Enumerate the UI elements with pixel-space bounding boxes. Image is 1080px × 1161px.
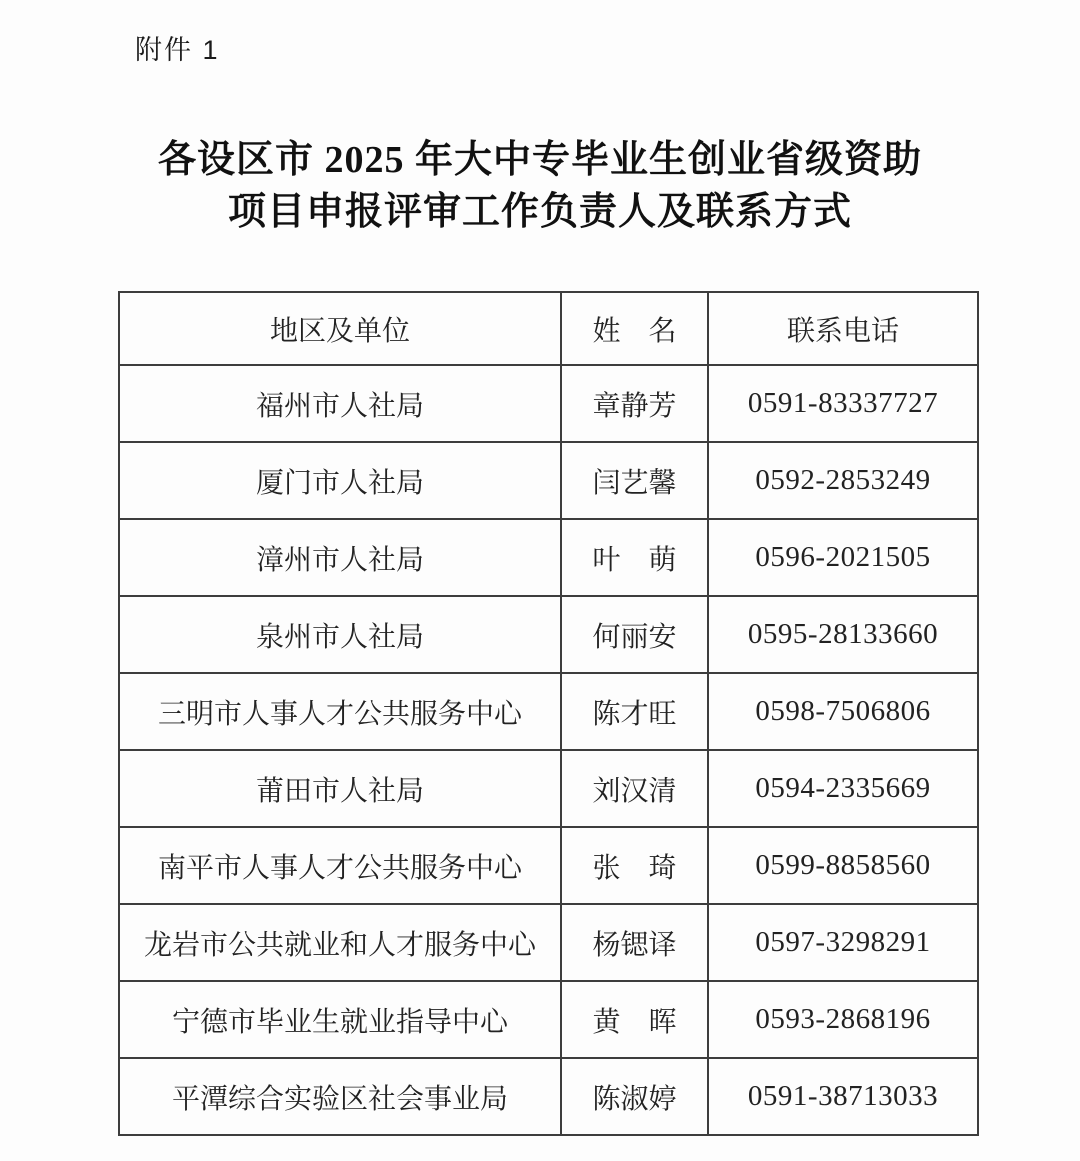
name-cell: 何丽安 [561,596,708,673]
name-cell: 陈才旺 [561,673,708,750]
table-row [119,519,978,596]
document-title-line2: 项目申报评审工作负责人及联系方式 [227,191,852,233]
name-cell: 章静芳 [561,365,708,442]
table-row [119,596,978,673]
phone-cell: 0593-2868196 [708,981,978,1058]
table-row [119,673,978,750]
header-phone: 联系电话 [708,292,978,365]
name-cell: 叶 萌 [561,519,708,596]
unit-cell: 厦门市人社局 [119,442,561,519]
document-title [0,134,1080,238]
table-row [119,981,978,1058]
contact-table [118,291,979,1136]
table-header-row [119,292,978,365]
table-row [119,904,978,981]
unit-cell: 南平市人事人才公共服务中心 [119,827,561,904]
phone-cell: 0597-3298291 [708,904,978,981]
unit-cell: 泉州市人社局 [119,596,561,673]
phone-cell: 0596-2021505 [708,519,978,596]
phone-cell: 0591-38713033 [708,1058,978,1135]
name-cell: 陈淑婷 [561,1058,708,1135]
name-cell: 张 琦 [561,827,708,904]
unit-cell: 平潭综合实验区社会事业局 [119,1058,561,1135]
header-unit: 地区及单位 [119,292,561,365]
unit-cell: 宁德市毕业生就业指导中心 [119,981,561,1058]
table-row [119,365,978,442]
name-cell: 刘汉清 [561,750,708,827]
unit-cell: 莆田市人社局 [119,750,561,827]
name-cell: 黄 晖 [561,981,708,1058]
unit-cell: 龙岩市公共就业和人才服务中心 [119,904,561,981]
phone-cell: 0591-83337727 [708,365,978,442]
phone-cell: 0599-8858560 [708,827,978,904]
unit-cell: 三明市人事人才公共服务中心 [119,673,561,750]
document-title-line1: 各设区市 2025 年大中专毕业生创业省级资助 [157,139,922,181]
table-row [119,442,978,519]
table-row [119,827,978,904]
phone-cell: 0592-2853249 [708,442,978,519]
unit-cell: 福州市人社局 [119,365,561,442]
name-cell: 杨锶译 [561,904,708,981]
phone-cell: 0594-2335669 [708,750,978,827]
table-row [119,750,978,827]
phone-cell: 0598-7506806 [708,673,978,750]
name-cell: 闫艺馨 [561,442,708,519]
phone-cell: 0595-28133660 [708,596,978,673]
table-row [119,1058,978,1135]
unit-cell: 漳州市人社局 [119,519,561,596]
attachment-label: 附件 1 [135,35,220,65]
header-name: 姓 名 [561,292,708,365]
